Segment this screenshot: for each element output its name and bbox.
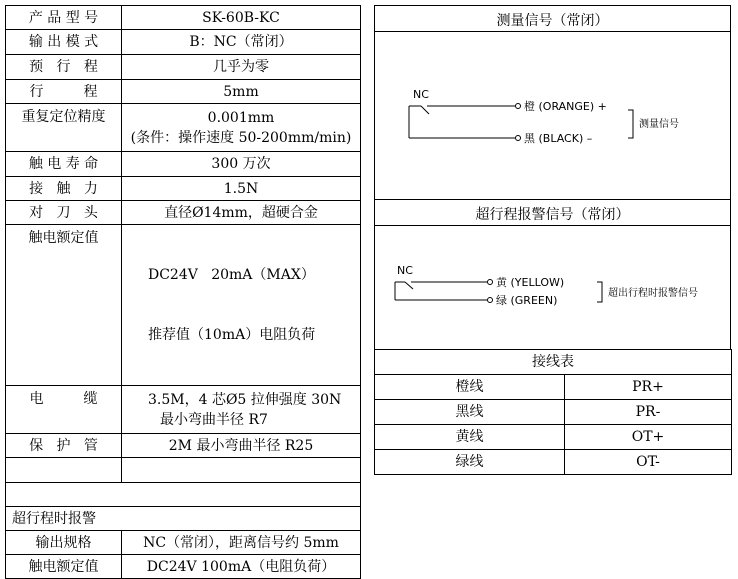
wire-name: 黄线	[375, 425, 565, 450]
measure-signal-panel	[374, 5, 731, 200]
spec-table	[5, 5, 361, 579]
spec-value-line: 最小弯曲半径 R7	[160, 411, 268, 428]
spec-label: 对 刀 头	[6, 201, 122, 225]
overtravel-signal-diagram	[375, 226, 730, 350]
terminal-icon	[488, 280, 493, 285]
table-row	[375, 400, 732, 425]
spec-label: 触电额定值	[6, 555, 122, 579]
spec-value-line: DC24V 20mA（MAX）	[148, 267, 315, 283]
wire-name: 绿线	[375, 450, 565, 475]
spec-label: 触电额定值	[6, 225, 122, 386]
spec-value-line: 3.5M，4 芯Ø5 拉伸强度 30N	[148, 391, 342, 408]
table-row	[375, 425, 732, 450]
panel-header	[375, 200, 730, 226]
wire-yellow-label: 黄 (YELLOW)	[496, 276, 565, 289]
overtravel-signal-label: 超出行程时报警信号	[608, 288, 698, 299]
measure-signal-diagram	[375, 32, 730, 200]
switch-contact	[405, 282, 413, 289]
spec-value-line: (条件：操作速度 50-200mm/min)	[130, 129, 352, 146]
overtravel-signal-panel	[374, 199, 731, 350]
table-row	[6, 80, 361, 104]
table-row	[6, 555, 361, 579]
spec-value: SK-60B-KC	[122, 6, 361, 30]
wire-code: PR+	[565, 375, 732, 400]
overtravel-signal-title: 超行程报警信号（常闭）	[475, 207, 630, 223]
panel-header	[375, 6, 730, 32]
overtravel-section-title: 超行程时报警	[6, 507, 361, 531]
terminal-icon	[516, 104, 521, 109]
spec-label: 电 缆	[6, 386, 122, 434]
empty-cell	[6, 483, 361, 507]
spec-value	[122, 225, 361, 386]
table-row	[6, 6, 361, 30]
bracket	[628, 110, 633, 138]
spec-label: 输 出 模 式	[6, 30, 122, 55]
table-row	[6, 177, 361, 201]
table-row	[6, 507, 361, 531]
empty-cell	[6, 458, 122, 483]
spec-value: NC（常闭），距离信号约 5mm	[122, 531, 361, 555]
spec-value: 几乎为零	[122, 55, 361, 80]
table-row	[6, 201, 361, 225]
spec-value: 2M 最小弯曲半径 R25	[122, 434, 361, 458]
table-row	[375, 375, 732, 400]
spec-value-line: 推荐值（10mA）电阻负荷	[148, 327, 316, 343]
table-row	[375, 350, 732, 375]
wire-green-label: 绿 (GREEN)	[496, 294, 558, 307]
table-row	[6, 483, 361, 507]
spec-value	[122, 104, 361, 152]
spec-label: 输出规格	[6, 531, 122, 555]
spec-value: 1.5N	[122, 177, 361, 201]
table-row	[6, 458, 361, 483]
wire-black-label: 黑 (BLACK) –	[524, 132, 593, 145]
terminal-icon	[516, 136, 521, 141]
wire-code: OT+	[565, 425, 732, 450]
spec-value: B：NC（常闭）	[122, 30, 361, 55]
spec-value-line: 0.001mm	[207, 109, 275, 126]
spec-value: 5mm	[122, 80, 361, 104]
terminal-icon	[488, 298, 493, 303]
table-row	[6, 152, 361, 177]
wire-name: 黑线	[375, 400, 565, 425]
wire-code: OT-	[565, 450, 732, 475]
switch-contact	[421, 106, 429, 114]
bracket	[597, 282, 602, 302]
wiring-table-title: 接线表	[375, 350, 732, 375]
spec-value: DC24V 100mA（电阻负荷）	[122, 555, 361, 579]
wiring-table	[374, 349, 732, 475]
spec-label: 保 护 管	[6, 434, 122, 458]
table-row	[6, 531, 361, 555]
measure-signal-title: 测量信号（常闭）	[496, 13, 609, 29]
table-row	[6, 104, 361, 152]
table-row	[6, 55, 361, 80]
table-row	[6, 30, 361, 55]
spec-label: 预 行 程	[6, 55, 122, 80]
spec-label: 接 触 力	[6, 177, 122, 201]
spec-value	[122, 386, 361, 434]
table-row	[6, 386, 361, 434]
table-row	[375, 450, 732, 475]
spec-label: 行 程	[6, 80, 122, 104]
spec-label: 触 电 寿 命	[6, 152, 122, 177]
spec-value: 直径Ø14mm，超硬合金	[122, 201, 361, 225]
measure-signal-label: 测量信号	[639, 119, 679, 130]
wire-code: PR-	[565, 400, 732, 425]
empty-cell	[122, 458, 361, 483]
spec-label: 重复定位精度	[6, 104, 122, 152]
spec-value: 300 万次	[122, 152, 361, 177]
nc-label: NC	[397, 264, 413, 277]
wire-orange-label: 橙 (ORANGE) +	[524, 100, 607, 113]
spec-label: 产 品 型 号	[6, 6, 122, 30]
table-row	[6, 225, 361, 386]
table-row	[6, 434, 361, 458]
nc-label: NC	[413, 88, 429, 101]
wire-name: 橙线	[375, 375, 565, 400]
